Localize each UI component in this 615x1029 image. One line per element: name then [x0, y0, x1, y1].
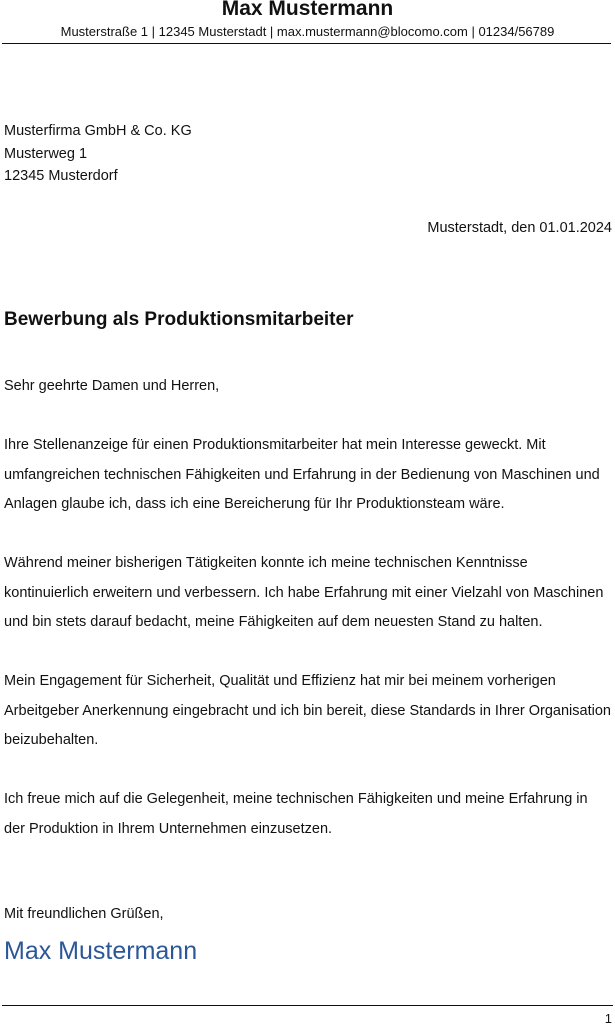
body-paragraph-2: Während meiner bisherigen Tätigkeiten konnte ich meine technischen Kenntnisse kontinuierlich erweitern und verbessern. Ich habe Erfahrung mit einer Vielzahl von Maschinen und bin stets darauf bedacht, meine Fähigkeiten auf dem neuesten Stand zu halten. [4, 555, 604, 630]
body-paragraph-3: Mein Engagement für Sicherheit, Qualität und Effizienz hat mir bei meinem vorherigen Arbeitgeber Anerkennung eingebracht und ich bin bereit, diese Standards in Ihrer Organisation beizubehalten. [4, 673, 611, 748]
body-paragraph-1: Ihre Stellenanzeige für einen Produktionsmitarbeiter hat mein Interesse geweckt. Mit umfangreichen technischen Fähigkeiten und Erfahrung in der Bedienung von Maschinen und Anlagen glaube ich, dass ich eine Bereicherung für Ihr Produktionsteam wäre. [4, 437, 600, 512]
recipient-street: Musterweg 1 [4, 145, 88, 162]
recipient-address [4, 120, 192, 188]
page-number: 1 [604, 1011, 612, 1026]
recipient-company: Musterfirma GmbH & Co. KG [4, 123, 192, 139]
recipient-city: 12345 Musterdorf [4, 168, 118, 184]
header-divider [2, 43, 611, 44]
sender-name: Max Mustermann [221, 0, 394, 20]
signature: Max Mustermann [4, 937, 198, 965]
footer-divider [2, 1005, 613, 1006]
body-paragraph-4: Ich freue mich auf die Gelegenheit, meine technischen Fähigkeiten und meine Erfahrung in der Produktion in Ihrem Unternehmen einzusetzen. [4, 791, 588, 837]
letter-date: Musterstadt, den 01.01.2024 [427, 220, 612, 236]
salutation: Sehr geehrte Damen und Herren, [4, 378, 220, 394]
letter-subject: Bewerbung als Produktionsmitarbeiter [4, 309, 354, 330]
sender-contact-line: Musterstraße 1 | 12345 Musterstadt | max.mustermann@blocomo.com | 01234/56789 [60, 24, 555, 39]
closing-phrase: Mit freundlichen Grüßen, [4, 906, 164, 922]
letter-body [4, 372, 612, 874]
letterhead [0, 0, 615, 41]
